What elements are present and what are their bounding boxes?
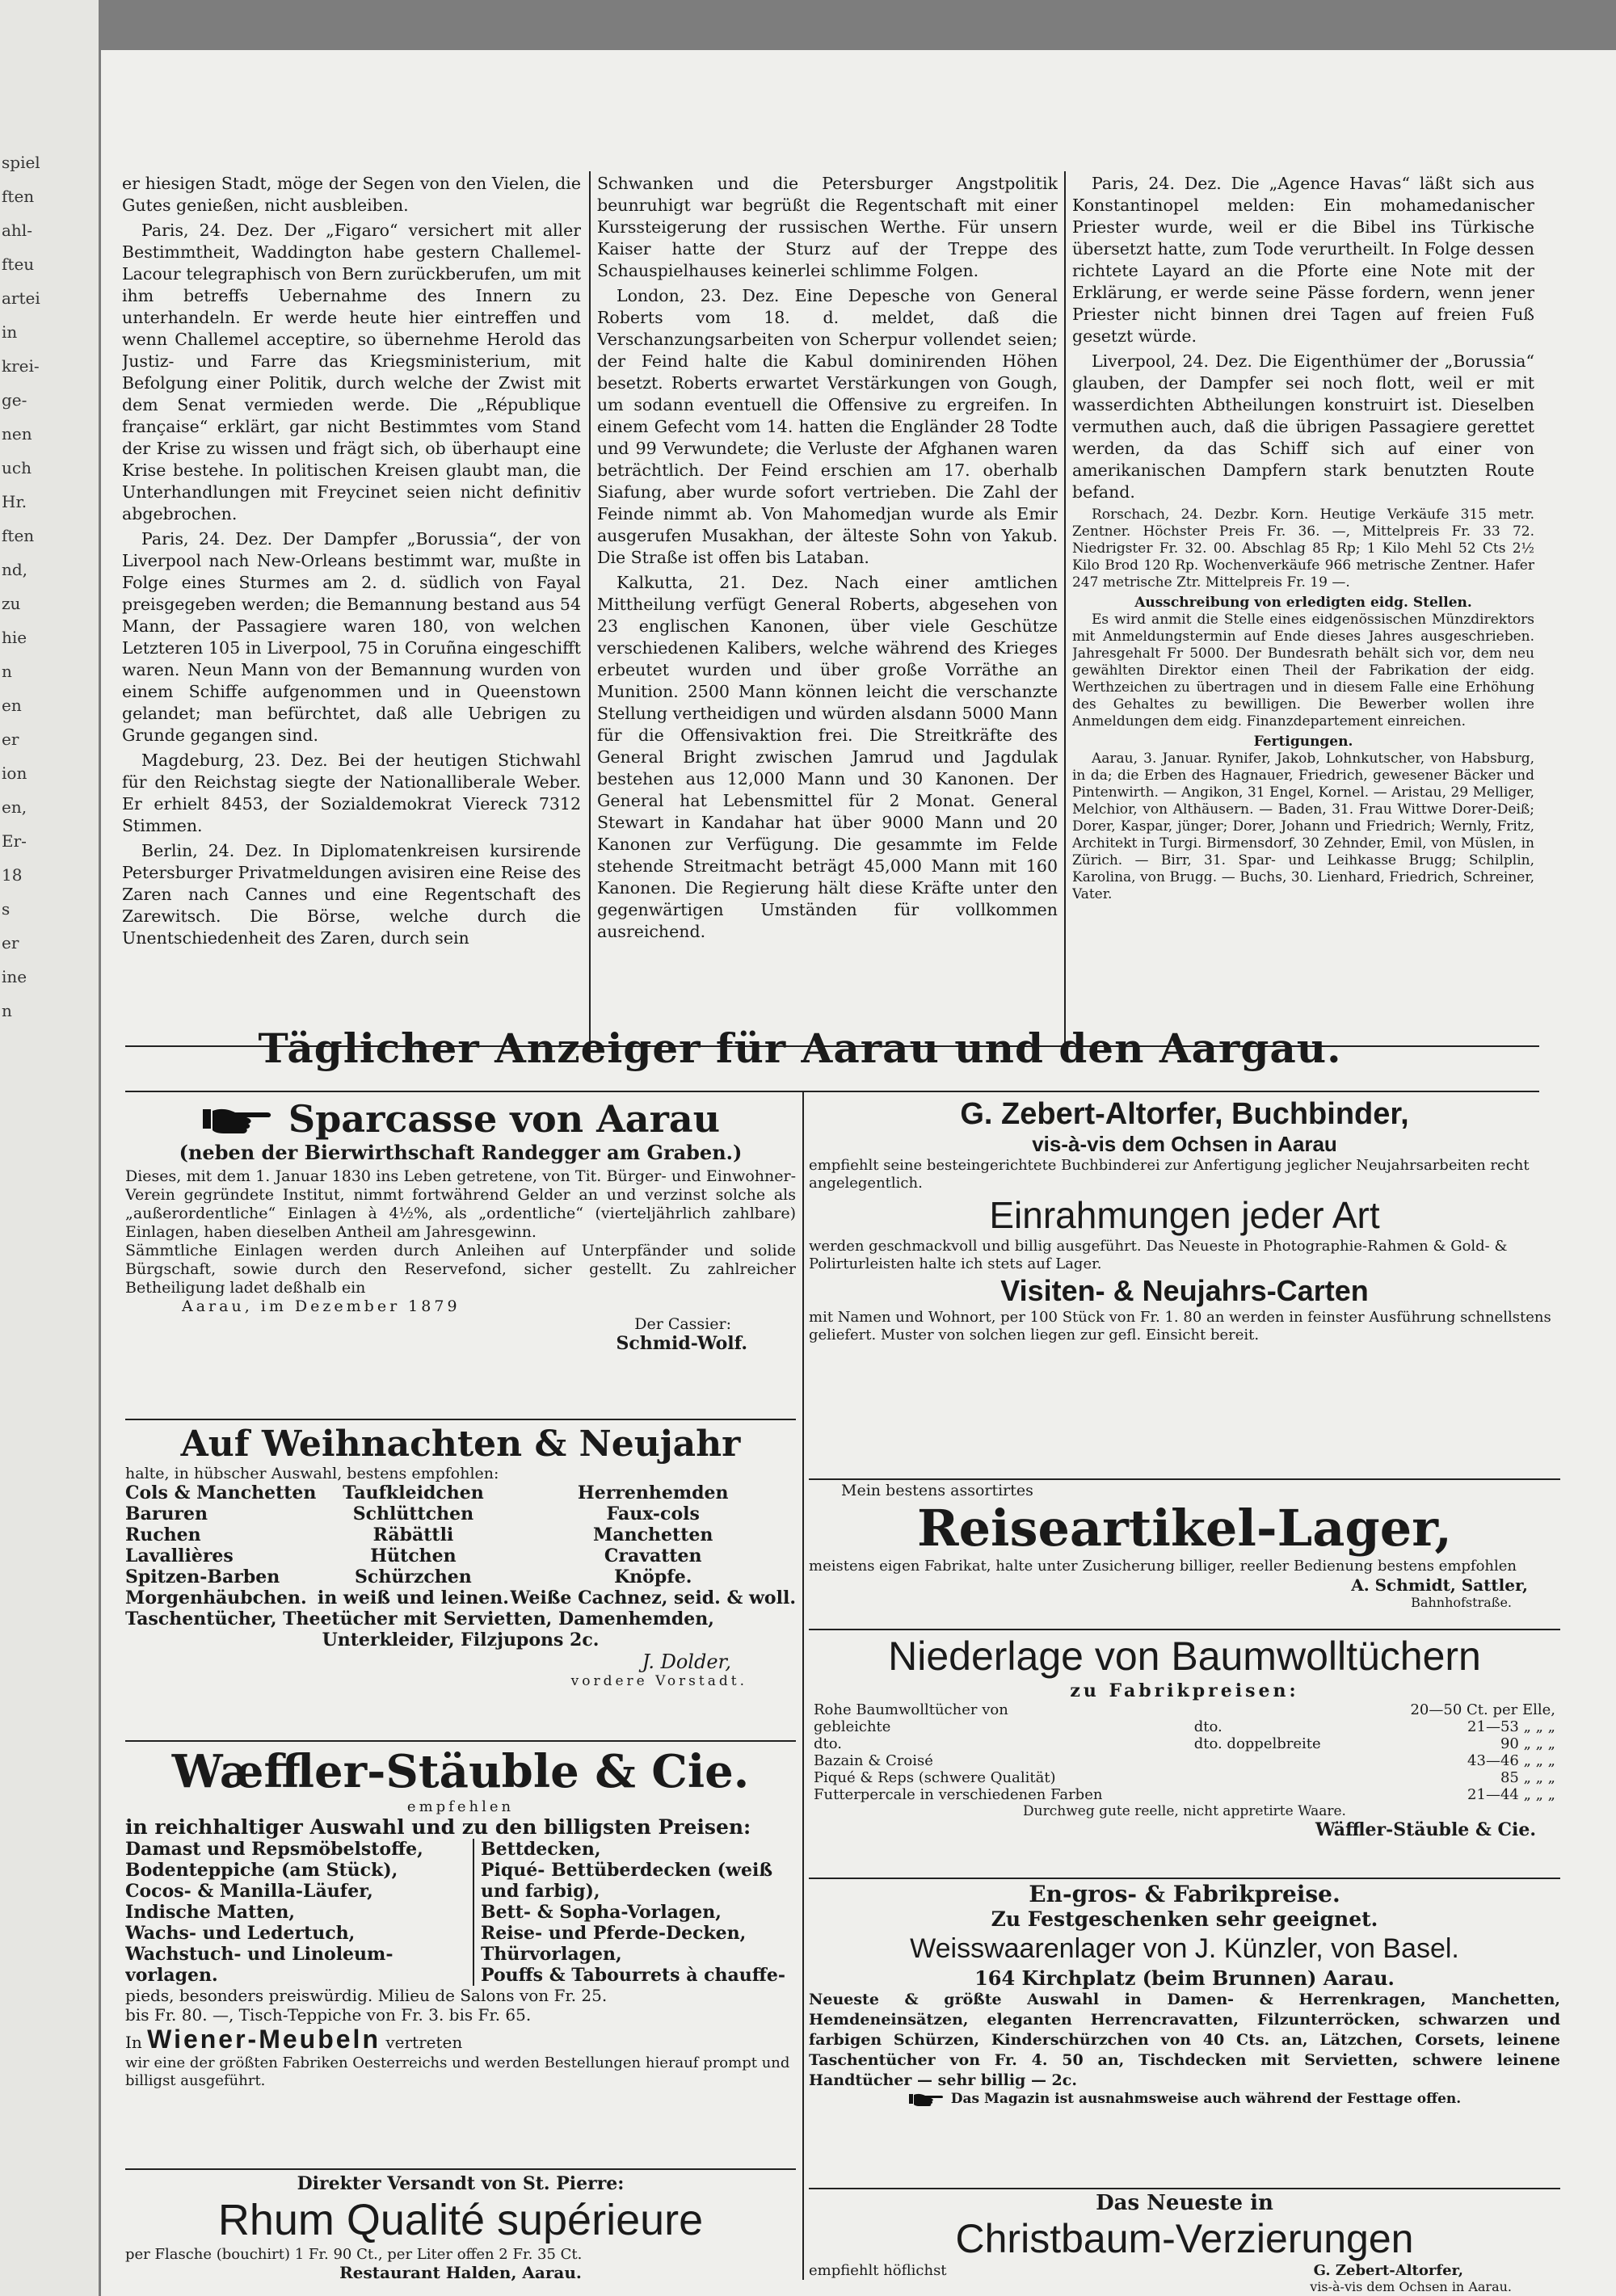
kuenzler-top2: Zu Festgeschenken sehr geeignet. — [991, 1907, 1378, 1931]
christbaum-sig: G. Zebert-Altorfer, — [1313, 2262, 1463, 2279]
waeffler-item: Wachstuch- und Linoleum- — [125, 1944, 393, 1965]
sparcasse-body2: Sämmtliche Einlagen werden durch Anleihen auf Unterpfänder und solide Bürgschaft, sowie durch den Reservefond, sicher gestellt. Zu zahlreicher Betheiligung ladet deßhalb ein — [125, 1242, 796, 1297]
fertigungen-text: Aarau, 3. Januar. Rynifer, Jakob, Lohnkutscher, von Habsburg, in da; die Erben des Hagnauer, Friedrich, gewesener Bäcker und Pintenwirth. — Angikon, 31 Engel, Kornel. — Aristau, 29 Melliger, Melchior, von Althäusern. — Baden, 31. Frau Wittwe Dorer-Deiß; Dorer, Kaspar, jünger; Dorer, Johann und Friedrich; Wernly, Fritz, Architekt in Turgi. Birmensdorf, 30 Zehnder, Emil, von Müslen, in Zürich. — Birr, 31. Spar- und Leihkasse Brugg; Schilplin, Karolina, von Brugg. — Buchs, 30. Lienhard, Friedrich, Schreiner, Vater. — [1072, 751, 1534, 902]
price-cell — [1189, 1701, 1363, 1718]
weihnachten-item: Knöpfe. — [614, 1566, 692, 1587]
waeffler-item: Cocos- & Manilla-Läufer, — [125, 1881, 373, 1902]
pointing-hand-icon — [908, 2092, 945, 2106]
reise-sig2: Bahnhofstraße. — [1411, 1595, 1512, 1610]
price-cell: dto. — [1193, 1718, 1223, 1735]
niederlage-sub: zu Fabrikpreisen: — [1070, 1680, 1299, 1701]
kuenzler-note: Das Magazin ist ausnahmsweise auch während der Festtage offen. — [950, 2091, 1462, 2107]
ad-rule — [809, 1878, 1560, 1879]
sparcasse-subtitle: (neben der Bierwirthschaft Randegger am Graben.) — [179, 1141, 743, 1164]
prev-page-fragment: zu — [2, 594, 21, 613]
prev-page-fragment: s — [2, 899, 11, 919]
prev-page-fragment: Er- — [2, 831, 27, 851]
price-cell — [1189, 1769, 1363, 1786]
prev-page-fragment: fteu — [2, 254, 35, 274]
sparcasse-body: Dieses, mit dem 1. Januar 1830 ins Leben getretene, von Tit. Bürger- und Einwohner-Verein gegründete Institut, nimmt fortwährend Gelder an und verzinst solche als „außerordentliche“ Einlagen à 4½%, als „ordentliche“ (vierteljährlich zahlbare) Einlagen, haben dieselben Antheil am Jahresgewinn. — [125, 1167, 796, 1241]
weihnachten-item: Baruren — [125, 1503, 208, 1524]
reise-sig: A. Schmidt, Sattler, — [1351, 1575, 1528, 1595]
anzeiger-masthead: Täglicher Anzeiger für Aarau und den Aargau. — [258, 1024, 1342, 1072]
weihnachten-list-a — [125, 1482, 316, 1608]
price-row — [809, 1718, 1560, 1735]
prev-page-fragment: ine — [2, 967, 27, 986]
weihnachten-item: Weiße Cachnez, seid. & woll. — [510, 1587, 796, 1608]
notice-heading: Ausschreibung von erledigten eidg. Stellen. — [1134, 595, 1472, 611]
waeffler-item: Reise- und Pferde-Decken, — [481, 1923, 747, 1944]
news-paragraph: Liverpool, 24. Dez. Die Eigenthümer der „Borussia“ glauben, der Dampfer sei noch flott, weil er mit wasserdichten Abtheilungen konstruirt ist. Dieselben vermuthen auch, daß die übrigen Passagiere gerettet werden, da das Schiff sich auf einer von amerikanischen Dampfern stark benutzten Route befand. — [1072, 351, 1534, 502]
rhum-top: Direkter Versandt von St. Pierre: — [297, 2173, 625, 2194]
weihnachten-item: Schürzchen — [355, 1566, 472, 1587]
price-cell: gebleichte — [814, 1718, 891, 1735]
price-cell: Rohe Baumwolltücher von — [814, 1701, 1008, 1718]
news-paragraph: Magdeburg, 23. Dez. Bei der heutigen Stichwahl für den Reichstag siegte der Nationalliberale Weber. Er erhielt 8453, der Sozialdemokrat Viereck 7312 Stimmen. — [122, 751, 581, 835]
price-cell: 43—46 „ „ „ — [1467, 1752, 1555, 1769]
prev-page-fragment: en, — [2, 797, 27, 817]
column-rule-1 — [589, 171, 591, 1060]
weihnachten-item: Ruchen — [125, 1524, 201, 1545]
news-column-2 — [597, 173, 1058, 1045]
price-cell: dto. — [814, 1735, 842, 1752]
waeffler-line-c-pre: In — [125, 2033, 142, 2052]
news-paragraph: Paris, 24. Dez. Die „Agence Havas“ läßt sich aus Konstantinopel melden: Ein mohamedanischer Priester wurde, weil er die Bibel ins Türkische übersetzt hatte, zum Tode verurtheilt. In Folge dessen richtete Layard an die Pforte eine Note mit der Erklärung, er werde seine Pässe fordern, wenn jener Priester nicht binnen drei Tagen auf freien Fuß gesetzt würde. — [1072, 174, 1534, 346]
market-report: Rorschach, 24. Dezbr. Korn. Heutige Verkäufe 315 metr. Zentner. Höchster Preis Fr. 36. —, Mittelpreis Fr. 33 72. Niedrigster Fr. 32. 00. Abschlag 85 Rp; 1 Kilo Mehl 52 Cts 2½ Kilo Brod 120 Rp. Wochenverkäufe 966 metrische Zentner. Hafer 247 metrische Ztr. Mittelpreis Fr. 19 —. — [1072, 507, 1534, 591]
price-cell: Futterpercale in verschiedenen Farben — [814, 1786, 1103, 1803]
price-cell: Bazain & Croisé — [814, 1752, 933, 1769]
waeffler-item: Bodenteppiche (am Stück), — [125, 1860, 398, 1881]
ad-weihnachten — [125, 1423, 796, 1737]
news-paragraph: Berlin, 24. Dez. In Diplomatenkreisen kursirende Petersburger Privatmeldungen avisiren eine Reise des Zaren nach Cannes und eine Regentschaft des Zarewitsch. Die Börse, welche durch die Unentschiedenheit des Zaren, durch sein — [122, 841, 581, 948]
waeffler-item: Thürvorlagen, — [481, 1944, 622, 1965]
waeffler-title: Wæffler-Stäuble & Cie. — [171, 1745, 750, 1798]
zebert-sub: vis-à-vis dem Ochsen in Aarau — [1032, 1132, 1337, 1156]
weihnachten-list-b — [318, 1482, 509, 1608]
price-cell — [1189, 1752, 1363, 1769]
weihnachten-item: Manchetten — [593, 1524, 713, 1545]
prev-page-fragment: artei — [2, 288, 40, 308]
reise-intro: Mein bestens assortirtes — [841, 1482, 1033, 1499]
ad-rule — [125, 2168, 796, 2170]
waeffler-sub: empfehlen — [406, 1798, 515, 1815]
ad-niederlage — [809, 1632, 1560, 1874]
prev-page-fragment: ften — [2, 187, 35, 206]
prev-page-fragment: n — [2, 1001, 12, 1020]
rhum-sig: Restaurant Halden, Aarau. — [339, 2263, 582, 2282]
notice-text: Es wird anmit die Stelle eines eidgenössischen Münzdirektors mit Anmeldungstermin auf Ende dieses Jahres ausgeschrieben. Jahresgehalt Fr 5000. Der Bundesrath behält sich vor, dem neu gewählten Direktor einen Theil der Fabrikation der eidg. Werthzeichen zu übertragen und in diesem Falle eine Erhöhung des Gehaltes zu bewilligen. Die Bewerber wollen ihre Anmeldungen dem eidg. Finanzdepartement einreichen. — [1072, 612, 1534, 730]
price-row — [809, 1752, 1560, 1769]
christbaum-sig2: vis-à-vis dem Ochsen in Aarau. — [1310, 2279, 1512, 2294]
news-paragraph: Paris, 24. Dez. Der „Figaro“ versichert mit aller Bestimmtheit, Waddington habe gestern Challemel-Lacour telegraphisch von Bern zurückberufen, um mit ihm betreffs Uebernahme des Innern zu unterhandeln. Er werde heute hier eintreffen und wenn Challemel acceptire, so übernehme Herold das Justiz- und Farre das Kriegsministerium, mit Befolgung einer Politik, durch welche der Zwist mit dem Senat vermieden werde. Die „République française“ erklärt, gar nicht Bestimmtes vom Stand der Krise zu wissen und frägt sich, ob überhaupt eine Krise bestehe. In politischen Kreisen glaubt man, die Unterhandlungen mit Freycinet seien nicht definitiv abgebrochen. — [122, 221, 581, 524]
pointing-hand-icon — [201, 1104, 274, 1133]
niederlage-title: Niederlage von Baumwolltüchern — [888, 1634, 1481, 1679]
ad-kuenzler — [809, 1881, 1560, 2185]
waeffler-item: Wachs- und Ledertuch, — [125, 1923, 356, 1944]
price-cell: dto. doppelbreite — [1193, 1735, 1321, 1752]
ad-zebert — [809, 1097, 1560, 1477]
reise-body: meistens eigen Fabrikat, halte unter Zusicherung billiger, reeller Bedienung bestens empfohlen — [809, 1558, 1517, 1575]
news-paragraph: London, 23. Dez. Eine Depesche von General Roberts vom 18. d. meldet, daß die Verschanzungsarbeiten von Scherpur vollendet seien; der Feind halte die Kabul dominirenden Höhen besetzt. Roberts erwartet Verstärkungen von Gough, um sodann eventuell die Offensive zu ergreifen. In einem Gefecht vom 14. hatten die Engländer 28 Todte und 99 Verwundete; die Verluste der Afghanen waren beträchtlich. Der Feind erschien am 17. oberhalb Siafung, aber wurde sofort vertrieben. Die Zahl der Feinde nimmt ab. Von Mahomedjan wurde als Emir ausgerufen Musakhan, der älteste Sohn von Yakub. Die Straße ist offen bis Lataban. — [597, 286, 1058, 567]
price-cell: 90 „ „ „ — [1500, 1735, 1555, 1752]
waeffler-line: in reichhaltiger Auswahl und zu den billigsten Preisen: — [125, 1815, 751, 1839]
weihnachten-item: Lavallières — [125, 1545, 234, 1566]
ad-rule — [809, 2188, 1560, 2189]
ad-sparcasse — [125, 1097, 796, 1416]
weihnachten-line3: Unterkleider, Filzjupons 2c. — [322, 1629, 600, 1651]
fertigungen-heading: Fertigungen. — [1253, 734, 1353, 750]
rhum-price: per Flasche (bouchirt) 1 Fr. 90 Ct., per Liter offen 2 Fr. 35 Ct. — [125, 2246, 583, 2263]
weihnachten-item: Taufkleidchen — [343, 1482, 484, 1503]
news-column-3 — [1072, 173, 1534, 1045]
waeffler-list-left — [125, 1839, 473, 1986]
price-cell: 21—44 „ „ „ — [1467, 1786, 1555, 1803]
price-row — [809, 1786, 1560, 1803]
ad-rule — [809, 1478, 1560, 1480]
weihnachten-intro: halte, in hübscher Auswahl, bestens empfohlen: — [125, 1465, 499, 1482]
sparcasse-sig1: Der Cassier: — [634, 1315, 731, 1333]
waeffler-item: Bettdecken, — [481, 1839, 601, 1860]
price-row — [809, 1735, 1560, 1752]
prev-page-fragment: hie — [2, 628, 27, 647]
kuenzler-top: En-gros- & Fabrikpreise. — [1029, 1881, 1340, 1907]
sparcasse-place-date: Aarau, im Dezember 1879 — [182, 1297, 461, 1315]
zebert-body2: werden geschmackvoll und billig ausgeführt. Das Neueste in Photographie-Rahmen & Gold- & Polirturleisten halte ich stets auf Lager. — [809, 1238, 1508, 1272]
weihnachten-item: Räbättli — [372, 1524, 454, 1545]
prev-page-fragment: in — [2, 322, 18, 342]
prev-page-fragment: er — [2, 933, 19, 952]
ad-reiseartikel — [809, 1482, 1560, 1627]
waeffler-line-b: bis Fr. 80. —, Tisch-Teppiche von Fr. 3. bis Fr. 65. — [125, 2005, 532, 2025]
column-rule-2 — [1064, 171, 1066, 1060]
prev-page-fragment: nen — [2, 424, 32, 444]
niederlage-sig: Wäffler-Stäuble & Cie. — [1315, 1819, 1536, 1840]
news-paragraph: Paris, 24. Dez. Der Dampfer „Borussia“, der von Liverpool nach New-Orleans bestimmt war, mußte in Folge eines Sturmes am 2. d. südlich von Fayal preisgegeben werden; die Bemannung bestand aus 54 Mann, der Passagiere waren 180, von welchen Letzteren 105 in Liverpool, 75 in Coruñna eingeschifft waren. Neun Mann von der Bemannung wurden von einem Schiffe aufgenommen und in Queenstown gelandet; man befürchtet, daß alle Uebrigen zu Grunde gegangen sind. — [122, 529, 581, 745]
waeffler-item: Bett- & Sopha-Vorlagen, — [481, 1902, 722, 1923]
christbaum-title: Christbaum-Verzierungen — [955, 2216, 1414, 2261]
weihnachten-title: Auf Weihnachten & Neujahr — [180, 1423, 741, 1465]
waeffler-line-d: wir eine der größten Fabriken Oesterreichs und werden Bestellungen hierauf prompt und billigst ausgeführt. — [125, 2054, 790, 2089]
weihnachten-item: Hütchen — [370, 1545, 457, 1566]
price-cell: 85 „ „ „ — [1500, 1769, 1555, 1786]
price-cell: 21—53 „ „ „ — [1467, 1718, 1555, 1735]
prev-page-fragment: ion — [2, 763, 27, 783]
weihnachten-line2: Taschentücher, Theetücher mit Servietten, Damenhemden, — [125, 1608, 714, 1629]
prev-page-fragment: krei- — [2, 356, 40, 376]
niederlage-price-table — [809, 1701, 1560, 1803]
weihnachten-list-c — [510, 1482, 796, 1608]
weihnachten-item: Herrenhemden — [577, 1482, 729, 1503]
price-row — [809, 1701, 1560, 1718]
newspaper-page — [101, 50, 1616, 2296]
previous-page-edge — [0, 0, 99, 2296]
prev-page-fragment: Hr. — [2, 492, 27, 511]
weihnachten-item: Spitzen-Barben — [125, 1566, 280, 1587]
ads-center-rule — [802, 1092, 804, 2280]
weihnachten-item: Cravatten — [604, 1545, 702, 1566]
waeffler-line-c-post: vertreten — [385, 2033, 463, 2052]
news-column-1 — [122, 173, 581, 1045]
christbaum-top: Das Neueste in — [1096, 2191, 1273, 2215]
news-paragraph: Kalkutta, 21. Dez. Nach einer amtlichen Mittheilung verfügt General Roberts, abgesehen von 23 englischen Kanonen, über viele Geschütze verschiedenen Kalibers, welche während des Krieges erbeutet wurden und über große Vorräthe an Munition. 2500 Mann können leicht die verschanzte Stellung vertheidigen und würden alsdann 5000 Mann für die Offensivaktion frei. Die Streitkräfte des General Bright zwischen Jamrud und Jagdulak bestehen aus 12,000 Mann und 30 Kanonen. Der General hat Lebensmittel für 2 Monat. General Stewart in Kandahar hat über 9000 Mann und 20 Kanonen zur Verfügung. Die gesammte im Felde stehende Streitmacht beträgt 45,000 Mann mit 160 Kanonen. Die Regierung hält diese Kräfte unter den gegenwärtigen Umständen für vollkommen ausreichend. — [597, 573, 1058, 941]
kuenzler-body: Neueste & größte Auswahl in Damen- & Herrenkragen, Manchetten, Hemdeneinsätzen, eleganten Herrencravatten, Filzunterröcken, schwarzen und farbigen Schürzen, Kinderschürzchen von 40 Cts. an, Lätzchen, Corsets, leinene Taschentücher von Fr. 4. 50 an, Tischdecken mit Servietten, schwere leinene Handtücher — sehr billig — 2c. — [809, 1991, 1560, 2089]
prev-page-fragment: er — [2, 730, 19, 749]
waeffler-list-right — [473, 1839, 796, 1986]
ad-rule — [809, 1629, 1560, 1630]
niederlage-note: Durchweg gute reelle, nicht appretirte Waare. — [1023, 1803, 1346, 1819]
waeffler-wiener: Wiener-Meubeln — [147, 2025, 381, 2054]
news-paragraph: er hiesigen Stadt, möge der Segen von den Vielen, die Gutes genießen, nicht ausbleiben. — [122, 174, 581, 215]
prev-page-fragment: spiel — [2, 153, 40, 172]
waeffler-item: Indische Matten, — [125, 1902, 296, 1923]
price-cell: 20—50 Ct. per Elle, — [1410, 1701, 1555, 1718]
christbaum-sub: empfiehlt höflichst — [809, 2262, 947, 2279]
prev-page-fragment: ften — [2, 526, 35, 545]
waeffler-line-a: pieds, besonders preiswürdig. Milieu de Salons von Fr. 25. — [125, 1986, 608, 2005]
rhum-title: Rhum Qualité supérieure — [217, 2196, 704, 2244]
news-paragraph: Schwanken und die Petersburger Angstpolitik beunruhigt war begrüßt die Regentschaft mit einer Kurssteigerung der russischen Werthe. Für unsern Kaiser hatte der Sturz auf der Treppe des Schauspielhauses keinerlei schlimme Folgen. — [597, 174, 1058, 280]
ad-rule — [125, 1740, 796, 1742]
zebert-body: empfiehlt seine besteingerichtete Buchbinderei zur Anfertigung jeglicher Neujahrsarbeiten recht angelegentlich. — [809, 1157, 1530, 1192]
weihnachten-sig: J. Dolder, — [642, 1651, 731, 1673]
weihnachten-item: in weiß und leinen. — [317, 1587, 509, 1608]
prev-page-fragment: en — [2, 696, 22, 715]
waeffler-item: und farbig), — [481, 1881, 600, 1902]
prev-page-fragment: uch — [2, 458, 32, 477]
zebert-big: Einrahmungen jeder Art — [989, 1194, 1380, 1236]
weihnachten-item: Morgenhäubchen. — [125, 1587, 307, 1608]
prev-page-fragment: ge- — [2, 390, 27, 410]
kuenzler-title: Weisswaarenlager von J. Künzler, von Basel. — [910, 1933, 1459, 1964]
waeffler-item: Damast und Repsmöbelstoffe, — [125, 1839, 423, 1860]
weihnachten-item: Schlüttchen — [352, 1503, 474, 1524]
ad-rule — [125, 1419, 796, 1420]
ad-christbaum — [809, 2191, 1560, 2296]
waeffler-item: Pouffs & Tabourrets à chauffe- — [481, 1965, 785, 1986]
prev-page-fragment: nd, — [2, 560, 28, 579]
prev-page-fragment: ahl- — [2, 221, 32, 240]
zebert-body3: mit Namen und Wohnort, per 100 Stück von Fr. 1. 80 an werden in feinster Ausführung schnellstens geliefert. Muster von solchen liegen zur gefl. Einsicht bereit. — [809, 1309, 1551, 1344]
waeffler-item: Piqué- Bettüberdecken (weiß — [481, 1860, 773, 1881]
price-cell — [1189, 1786, 1363, 1803]
zebert-title: G. Zebert-Altorfer, Buchbinder, — [960, 1097, 1409, 1131]
reise-title: Reiseartikel-Lager, — [917, 1499, 1452, 1558]
masthead-rule — [125, 1091, 1539, 1092]
weihnachten-item: Faux-cols — [606, 1503, 700, 1524]
kuenzler-addr: 164 Kirchplatz (beim Brunnen) Aarau. — [974, 1966, 1395, 1990]
ad-waeffler — [125, 1745, 796, 2165]
weihnachten-sig2: vordere Vorstadt. — [570, 1673, 747, 1689]
price-row — [809, 1769, 1560, 1786]
ad-rhum — [125, 2173, 796, 2294]
zebert-big2: Visiten- & Neujahrs-Carten — [1000, 1274, 1369, 1307]
weihnachten-item: Cols & Manchetten — [125, 1482, 317, 1503]
waeffler-item: vorlagen. — [125, 1965, 218, 1986]
sparcasse-title: Sparcasse von Aarau — [288, 1097, 721, 1141]
prev-page-fragment: n — [2, 662, 12, 681]
price-cell: Piqué & Reps (schwere Qualität) — [814, 1769, 1056, 1786]
prev-page-fragment: 18 — [2, 865, 23, 885]
sparcasse-sig2: Schmid-Wolf. — [616, 1333, 747, 1354]
